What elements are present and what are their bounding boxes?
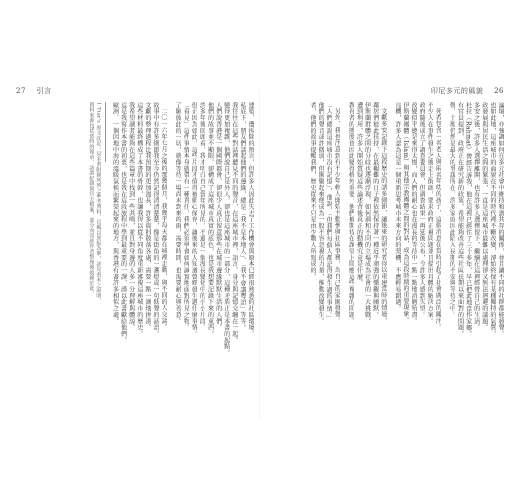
right-running-head (431, 86, 504, 96)
text-column: 這是我寫作本書的初衷，也是我在這段旅程中學到最重要的一課，謹以此書獻給他們。 (119, 102, 127, 344)
page-fold (259, 90, 260, 420)
text-column: 私底下，朋友們談起他們的邊緣，總是「我不是本地人」、「我不會講粵語」等等。 (238, 102, 246, 331)
text-column: 者，他們的故事提醒我們，歷史從來不只是由少數人所寫成的。 (309, 102, 317, 280)
text-column: 伊斯蘭群體之間的分歧也逐漸浮現，如何調和不同的立場成為社會的一大挑戰。 (363, 102, 371, 325)
text-column: 改變似乎總是來得太慢，而人們的耐心也在漫長的等待中一點一點地消磨殆盡。 (410, 102, 418, 325)
text-column: 教育者的態度也因此變得格外重要，他們被期待在課堂上回應這些複雜的問題。 (347, 102, 355, 325)
text-column: 政府隨後成立了調查委員會，但調查結果一再延後公布，令許多人感到失望。 (418, 102, 426, 318)
text-column: 「看見」這件事情本身就帶有一種責任，我們必須學會如何誠實地面對所見之物。 (182, 102, 190, 331)
text-column: 變得更加複雜，他們說自己是外人，卻也是這座城市的一部分，這種矛盾正是本書的起點。 (222, 102, 230, 356)
text-column: 有官員提到，政府正在研究新的政策，希望能夠改善這些社區長期以來面對的問題。 (456, 102, 464, 337)
text-column: 多安之後，許多人選擇離開，也有許多人選擇留下，繼續在這裡經營自己的生活。 (472, 102, 480, 331)
text-column: 我往往在這些對話裡聽見不同的聲音，在這座城市裡，語言、身分與記憶交纏在一起。 (230, 102, 238, 344)
text-column: 他們的故事並不顯眼，卻構成了這座城市真實的底色，也是我想要記錄下來的東西。 (206, 102, 214, 337)
text-column: 但正因為如此，這些片段才值得被細心保存，讓後來的人知道曾經發生過什麼事情。 (190, 102, 198, 337)
text-column: 死者包含一名老人與兩名年幼的孩子，這個消息在當時引起了社會廣泛的關注。 (434, 108, 442, 331)
text-column: 文獻多安記錄下這段歷史的諸多細節，讓後來的研究者得以重建當時的情境。 (379, 108, 387, 324)
text-column: 許多年後回頭看，我才明白自己當年所見的，不過是一個漫長變化中的小小片段。 (198, 102, 206, 331)
footnote: 1 Tiar's 原文註記：見本書附錄所列之參考資料，頁碼以原版為準，詳見書末之說明。 (95, 102, 102, 304)
text-column: 杜拉（Rahmat）曾經告訴我，他在這裡已經住了三十多年，早已把此地當作家鄉。 (464, 102, 472, 338)
text-column: 文獻的整理過程比我預期的更加漫長，許多資料散落各處，需要一點一滴地拼湊。 (143, 102, 151, 331)
left-page-number: 27 (16, 87, 26, 95)
text-column: 論壇，亦強調如何在多元社會中維持和諧共存的關係，並且讓不同的社群都能發聲。 (497, 102, 504, 337)
left-running-title: 引言 (36, 87, 52, 95)
text-column: 也如此地，這座城市的面貌在不同的時代裡不斷改變，卻始終保有某種獨特的氣質。 (488, 102, 496, 337)
text-column: 政發展與居民生活之間的緊張，一直是這座城市最難以處理卻又無法迴避的議題。 (480, 102, 488, 331)
left-page-body (16, 102, 254, 414)
footnote-rule (105, 102, 106, 162)
text-column: 歐洲、一個因地中海的溫暖氣候而繁榮起來的地方，與香港有著許多相似之處。 (111, 102, 119, 325)
text-column: 這些材料最終構成了本書的骨幹，也讓我得以從不同角度重新審視這座城市的歷史。 (135, 102, 143, 337)
right-page-body (266, 102, 504, 414)
right-running-title: 印尼多元的風貌 (430, 87, 484, 95)
text-column: 故事中有許多細節我至今仍然記得清清楚楚，像是街角的一盞燈或一句低聲的話語。 (151, 102, 159, 337)
footnote: 資料來源包括當時的報章、訪談紀錄與官方檔案，部分內容經作者整理後收錄於此。 (88, 102, 95, 297)
text-column: 建築、遭拆除的預言，但許多人因此失去了工作機會與原本已經很熟悉的社區環境。 (247, 102, 254, 337)
text-column: 遭到利用，許多人開始質疑這些論述背後真正的動機究竟是什麼。 (355, 102, 363, 287)
text-column: 二〇一六年七月之後的那幾個月，我幾乎每天都在城裡走動，與不同的人交談。 (160, 108, 168, 331)
text-column: 良機，許多人認為這是一個重新思考城市未來方向的契機，不應輕易錯過。 (393, 102, 401, 312)
text-column: 不少人在事件發生之後走上街頭，要求政府正視問題並且提出具體的解決方案。 (426, 102, 434, 325)
text-column: 伊斯蘭團體（Islam）與其他宗教團體之間的對話，成為這段時期的重要現象。 (401, 102, 409, 324)
text-column: 另外，我也注意到有不少年輕人開始主動參與社區事務，為自己的家園發聲。 (333, 108, 341, 324)
text-column: 聲，土地仍然是最大的爭議所在，許多家庭因此陷入長期的不安與等待之中。 (448, 102, 456, 318)
text-column: 他們的聲音或許微弱，但匯聚起來便成為一股不容忽視的力量，推動改變發生。 (317, 102, 325, 325)
text-column: 我希望讀者能夠在這些篇章中找到一些共鳴，並且對身邊的人多一分理解與體諒。 (127, 102, 135, 331)
text-column: 「人們總說這座城市沒有記憶」，他說，「但我們每個人都記得發生過的事情。」 (325, 102, 333, 322)
text-column: 人們說香港是一個國際都會，卻很少人真正留意那些在城市邊緣默默生活的人們。 (214, 102, 222, 331)
left-running-head (16, 86, 52, 96)
text-column: 了解彼此的一切，就像等待一場尚未到來的雨，需要時間，也需要耐心與善意。 (174, 102, 182, 325)
text-column: 鄰居們彼此扶持，在最艱難的日子裡依然保持著一種近乎頑強的樂觀與幽默。 (371, 102, 379, 318)
right-page-number: 26 (494, 87, 504, 95)
